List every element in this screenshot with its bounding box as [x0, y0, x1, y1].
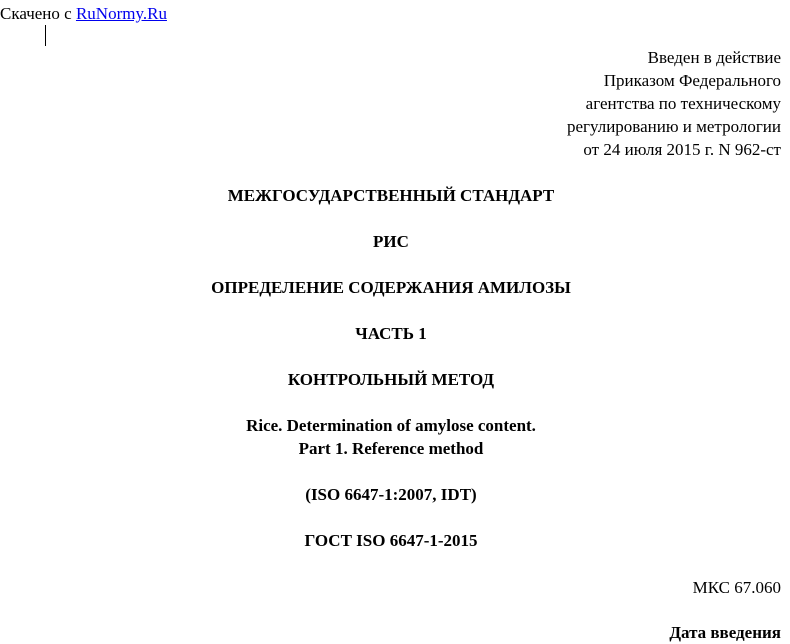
- enactment-line: агентства по техническому: [585, 94, 781, 113]
- enactment-line: регулированию и метрологии: [566, 117, 781, 136]
- runormy-link[interactable]: RuNormy.Ru: [75, 4, 167, 23]
- method-heading: КОНТРОЛЬНЫЙ МЕТОД: [287, 370, 495, 389]
- enactment-line: Введен в действие: [647, 48, 781, 67]
- topic-heading: ОПРЕДЕЛЕНИЕ СОДЕРЖАНИЯ АМИЛОЗЫ: [211, 278, 571, 297]
- intro-date-label: Дата введения: [669, 623, 781, 642]
- enactment-line: от 24 июля 2015 г. N 962-ст: [583, 140, 781, 159]
- enactment-block: [567, 46, 781, 161]
- downloaded-from-notice: [0, 2, 167, 25]
- downloaded-prefix: Скачено с: [0, 4, 72, 23]
- part-heading: ЧАСТЬ 1: [355, 324, 427, 343]
- enactment-line: Приказом Федерального: [603, 71, 781, 90]
- standard-type-heading: МЕЖГОСУДАРСТВЕННЫЙ СТАНДАРТ: [227, 186, 555, 205]
- iso-reference: (ISO 6647-1:2007, IDT): [305, 485, 477, 504]
- subject-heading: РИС: [373, 232, 409, 251]
- english-title-line-2: Part 1. Reference method: [298, 439, 484, 458]
- mks-code: МКС 67.060: [692, 578, 781, 597]
- text-cursor: [45, 25, 46, 46]
- gost-number: ГОСТ ISO 6647-1-2015: [304, 531, 478, 550]
- english-title-line-1: Rice. Determination of amylose content.: [246, 416, 536, 435]
